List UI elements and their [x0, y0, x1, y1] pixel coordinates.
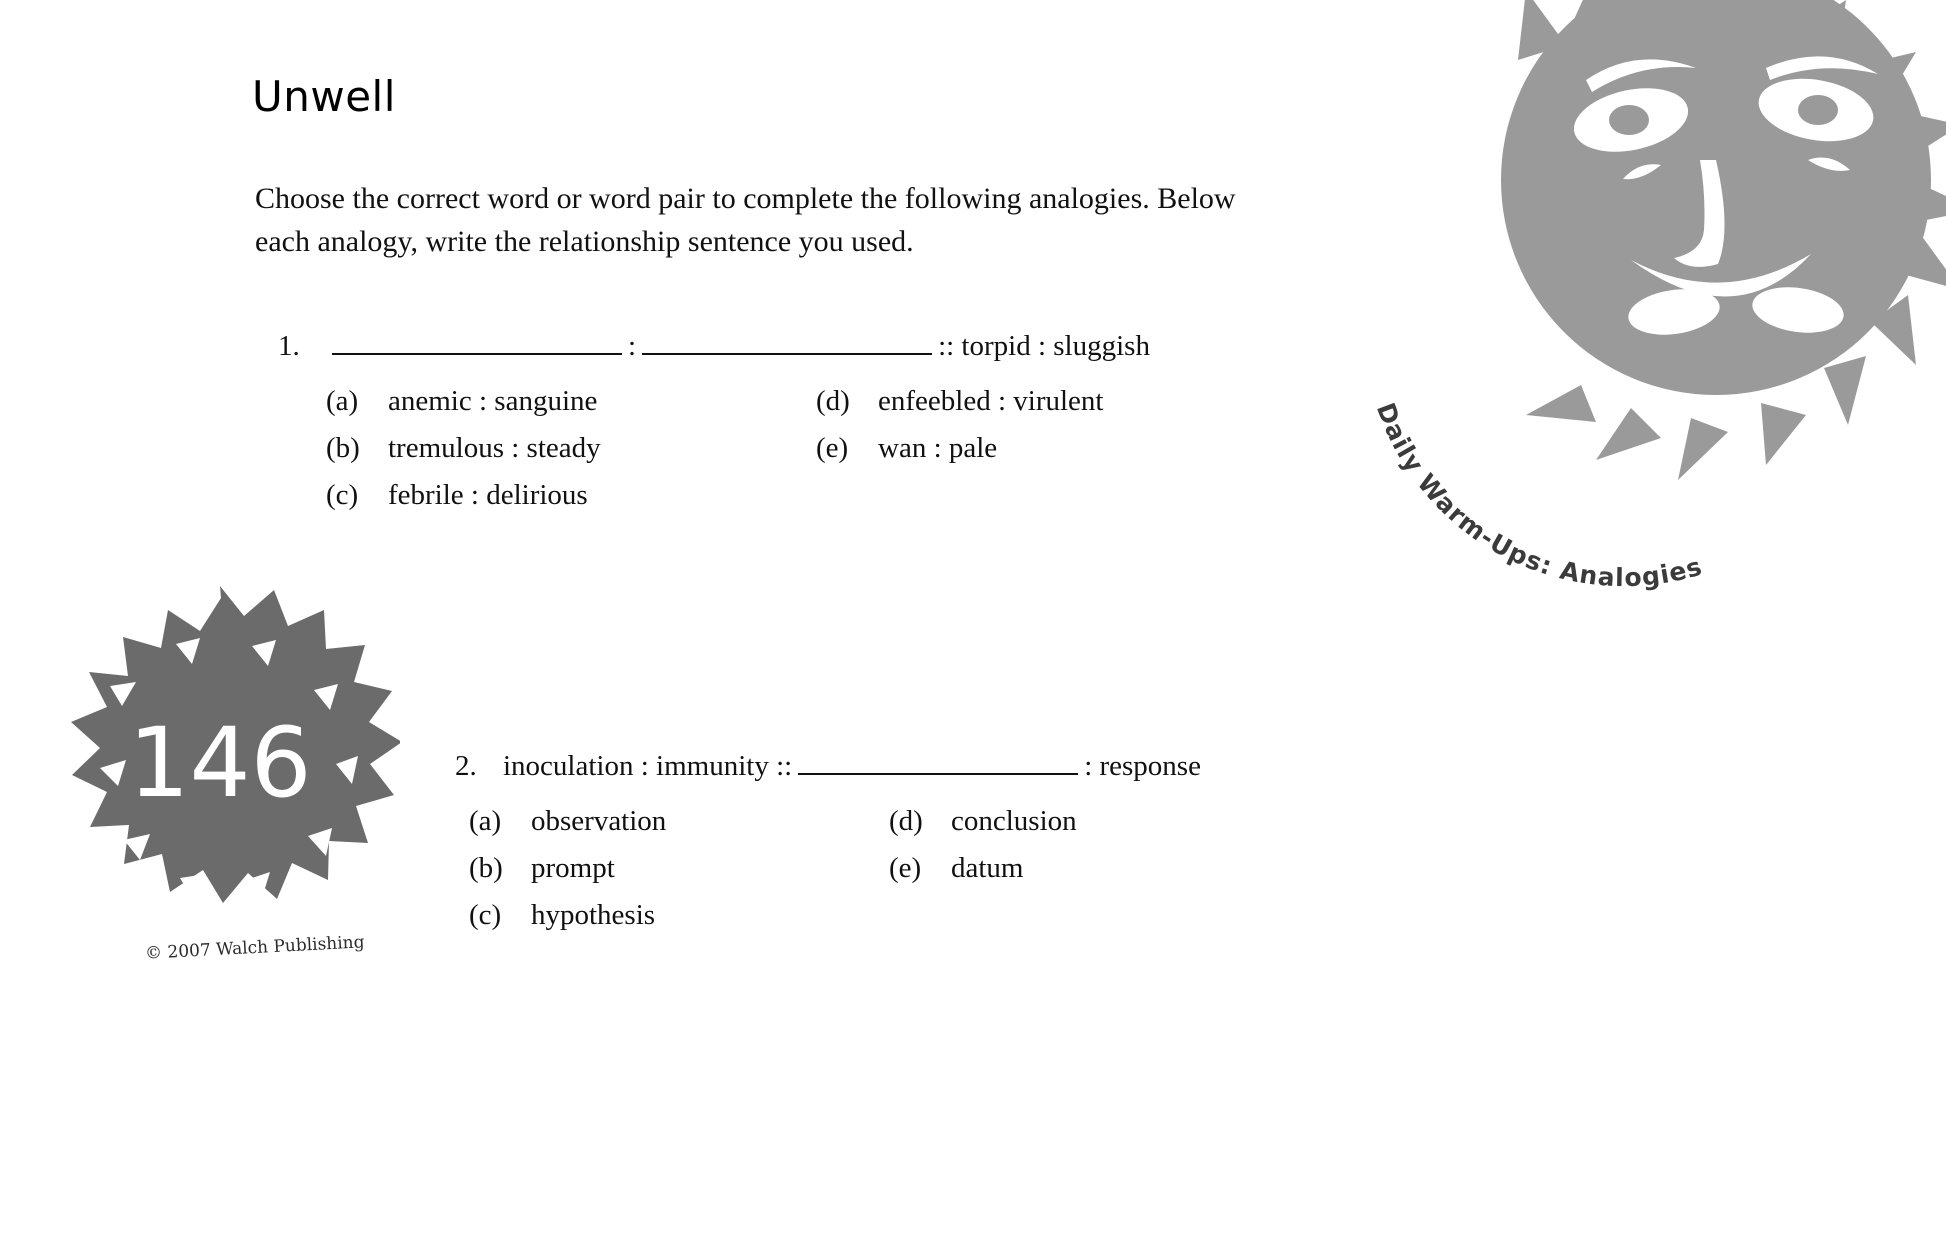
question-1-choice-a[interactable]	[326, 385, 816, 418]
choice-letter: (c)	[469, 899, 502, 931]
choice-letter: (d)	[816, 385, 850, 417]
page-title: Unwell	[252, 72, 396, 122]
question-2-number: 2.	[455, 750, 477, 782]
page-number-badge	[40, 578, 400, 938]
question-2-choice-d[interactable]	[889, 805, 1309, 838]
question-2-stem-suffix: : response	[1084, 750, 1201, 782]
choice-text: datum	[951, 852, 1024, 884]
instructions-text: Choose the correct word or word pair to complete the following analogies. Below each analogy, write the relationship sentence you used.	[255, 182, 1236, 258]
question-2-choice-e[interactable]	[889, 852, 1309, 885]
choice-letter: (a)	[469, 805, 502, 837]
choice-row	[326, 432, 1378, 465]
copyright-notice: © 2007 Walch Publishing	[144, 932, 365, 964]
choice-row	[469, 852, 1555, 885]
page-number-value: 146	[128, 707, 312, 819]
brand-arc-label: Daily Warm-Ups: Analogies	[1370, 398, 1706, 593]
choice-row	[326, 385, 1378, 418]
choice-letter: (c)	[326, 479, 359, 511]
choice-row	[469, 805, 1555, 838]
question-2-stem-prefix: inoculation : immunity ::	[503, 750, 793, 782]
choice-letter: (b)	[469, 852, 503, 884]
choice-text: hypothesis	[531, 899, 656, 931]
question-2-choice-a[interactable]	[469, 805, 889, 838]
question-1-choice-e[interactable]	[816, 432, 1236, 465]
choice-text: febrile : delirious	[388, 479, 588, 511]
question-1-choice-c[interactable]	[326, 479, 816, 512]
choice-row	[469, 899, 1555, 932]
question-2-choice-b[interactable]	[469, 852, 889, 885]
question-1-choice-b[interactable]	[326, 432, 816, 465]
choice-letter: (a)	[326, 385, 359, 417]
choice-text: prompt	[531, 852, 615, 884]
question-2-choices	[469, 805, 1555, 932]
choice-letter: (e)	[889, 852, 922, 884]
question-2	[455, 745, 1555, 946]
choice-text: observation	[531, 805, 667, 837]
choice-letter: (e)	[816, 432, 849, 464]
choice-letter: (d)	[889, 805, 923, 837]
question-2-stem	[455, 745, 1555, 783]
question-1-number: 1.	[278, 330, 300, 362]
question-2-choice-c[interactable]	[469, 899, 889, 932]
choice-row	[326, 479, 1378, 512]
question-1-choices	[326, 385, 1378, 512]
choice-text: anemic : sanguine	[388, 385, 598, 417]
sun-illustration	[1416, 0, 1946, 520]
question-2-blank[interactable]	[798, 745, 1078, 775]
choice-text: conclusion	[951, 805, 1077, 837]
brand-arc-text	[1356, 390, 1816, 620]
choice-text: wan : pale	[878, 432, 998, 464]
choice-letter: (b)	[326, 432, 360, 464]
question-1	[278, 325, 1378, 526]
question-1-stem-suffix: :: torpid : sluggish	[938, 330, 1150, 362]
choice-text: enfeebled : virulent	[878, 385, 1104, 417]
question-1-separator: :	[628, 330, 637, 362]
question-1-blank-second[interactable]	[642, 325, 932, 355]
question-1-blank-first[interactable]	[332, 325, 622, 355]
choice-text: tremulous : steady	[388, 432, 601, 464]
question-1-choice-d[interactable]	[816, 385, 1236, 418]
question-1-stem	[278, 325, 1378, 363]
